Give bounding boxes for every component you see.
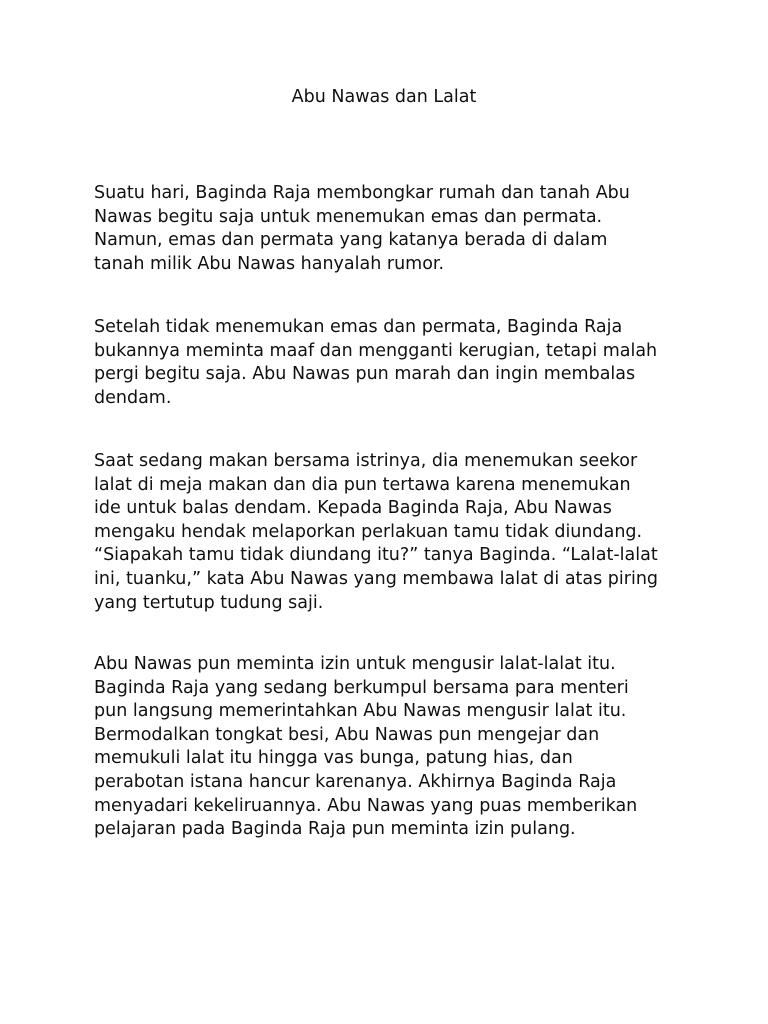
text-line: Suatu hari, Baginda Raja membongkar rumah dan tanah Abu <box>94 183 630 203</box>
text-line: ini, tuanku,” kata Abu Nawas yang membawa lalat di atas piring <box>94 568 659 589</box>
text-line: tanah milik Abu Nawas hanyalah rumor. <box>94 253 445 274</box>
text-line: Setelah tidak menemukan emas dan permata, Baginda Raja <box>94 317 623 337</box>
text-line: yang tertutup tudung saji. <box>94 592 324 613</box>
paragraph-2 <box>94 316 694 410</box>
text-line: memukuli lalat itu hingga vas bunga, patung hias, dan <box>94 748 573 769</box>
paragraph-1 <box>94 182 694 276</box>
text-line: perabotan istana hancur karenanya. Akhirnya Baginda Raja <box>94 771 617 792</box>
text-line: Saat sedang makan bersama istrinya, dia menemukan seekor <box>94 451 638 471</box>
text-line: ide untuk balas dendam. Kepada Baginda Raja, Abu Nawas <box>94 498 612 519</box>
text-line: Namun, emas dan permata yang katanya berada di dalam <box>94 230 608 251</box>
text-line: dendam. <box>94 387 172 408</box>
text-line: Nawas begitu saja untuk menemukan emas dan permata. <box>94 206 603 227</box>
text-line: Baginda Raja yang sedang berkumpul bersama para menteri <box>94 677 629 698</box>
paragraph-3 <box>94 450 694 615</box>
paragraph-4 <box>94 653 694 842</box>
document-title: Abu Nawas dan Lalat <box>291 87 477 107</box>
text-line: “Siapakah tamu tidak diundang itu?” tanya Baginda. “Lalat-lalat <box>94 545 658 566</box>
text-line: Abu Nawas pun meminta izin untuk mengusir lalat-lalat itu. <box>94 654 616 674</box>
text-line: bukannya meminta maaf dan mengganti kerugian, tetapi malah <box>94 340 658 361</box>
text-line: pelajaran pada Baginda Raja pun meminta izin pulang. <box>94 819 576 840</box>
text-line: pergi begitu saja. Abu Nawas pun marah dan ingin membalas <box>94 364 636 385</box>
text-line: pun langsung memerintahkan Abu Nawas mengusir lalat itu. <box>94 701 627 722</box>
text-line: menyadari kekeliruannya. Abu Nawas yang puas memberikan <box>94 795 638 816</box>
text-line: Bermodalkan tongkat besi, Abu Nawas pun mengejar dan <box>94 724 600 745</box>
text-line: mengaku hendak melaporkan perlakuan tamu tidak diundang. <box>94 521 643 542</box>
text-line: lalat di meja makan dan dia pun tertawa karena menemukan <box>94 474 631 495</box>
